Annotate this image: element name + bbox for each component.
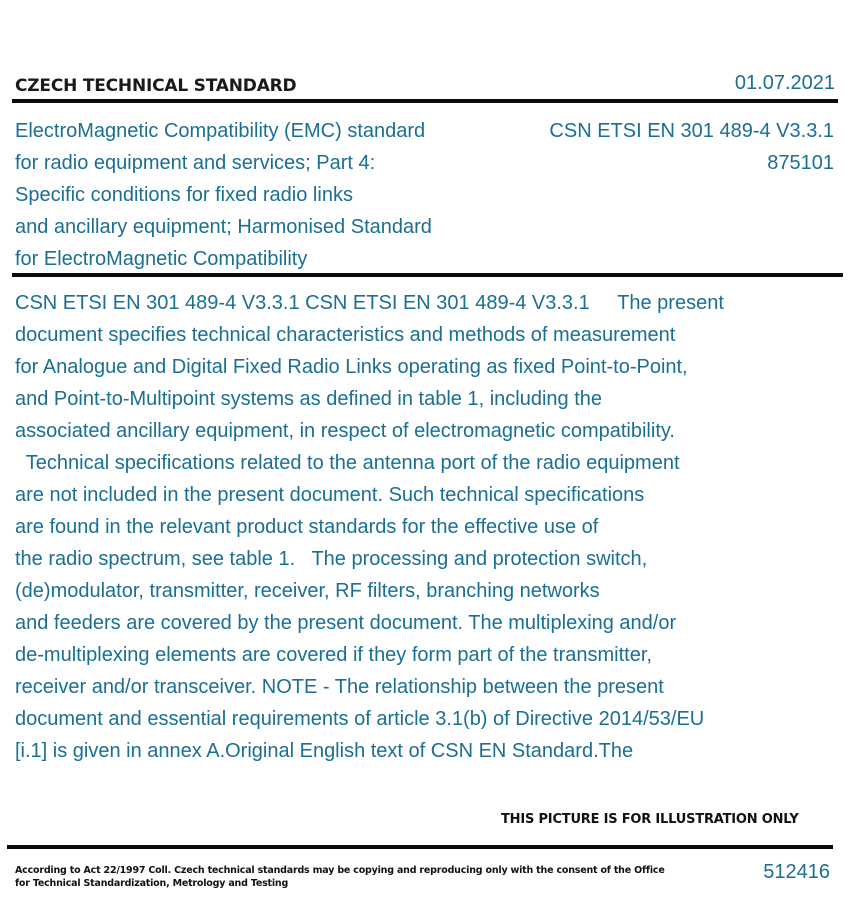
abstract-line: Technical specifications related to the antenna port of the radio equipment: [15, 452, 680, 474]
abstract-line: and feeders are covered by the present document. The multiplexing and/or: [15, 612, 677, 634]
abstract-text: [15, 287, 835, 767]
abstract-line: [i.1] is given in annex A.Original English text of CSN EN Standard.The: [15, 740, 634, 762]
standard-title-line: Specific conditions for fixed radio links: [15, 184, 353, 206]
abstract-line: (de)modulator, transmitter, receiver, RF filters, branching networks: [15, 580, 600, 602]
footer-divider: [7, 845, 833, 849]
illustration-disclaimer: THIS PICTURE IS FOR ILLUSTRATION ONLY: [501, 812, 799, 827]
standard-title-line: and ancillary equipment; Harmonised Standard: [15, 216, 432, 238]
abstract-line: document specifies technical characteristics and methods of measurement: [15, 324, 676, 346]
copyright-note-line: According to Act 22/1997 Coll. Czech technical standards may be copying and reproducing only with the consent of the Office: [15, 865, 665, 876]
abstract-line: for Analogue and Digital Fixed Radio Links operating as fixed Point-to-Point,: [15, 356, 688, 378]
standard-title-line: ElectroMagnetic Compatibility (EMC) standard: [15, 120, 426, 142]
abstract-line: the radio spectrum, see table 1. The processing and protection switch,: [15, 548, 648, 570]
publication-date: 01.07.2021: [734, 72, 835, 94]
standard-code: CSN ETSI EN 301 489-4 V3.3.1: [549, 120, 834, 142]
footer-number: 512416: [763, 861, 830, 883]
standard-title: [15, 115, 485, 275]
abstract-line: document and essential requirements of article 3.1(b) of Directive 2014/53/EU: [15, 708, 705, 730]
standard-identifier: [549, 115, 834, 179]
copyright-note: [15, 864, 665, 890]
abstract-line: and Point-to-Multipoint systems as defined in table 1, including the: [15, 388, 603, 410]
abstract-line: are found in the relevant product standards for the effective use of: [15, 516, 599, 538]
abstract-line: are not included in the present document. Such technical specifications: [15, 484, 645, 506]
abstract-line: de-multiplexing elements are covered if they form part of the transmitter,: [15, 644, 652, 666]
abstract-line: associated ancillary equipment, in respect of electromagnetic compatibility.: [15, 420, 675, 442]
header-divider: [12, 99, 838, 103]
abstract-line: receiver and/or transceiver. NOTE - The relationship between the present: [15, 676, 664, 698]
title-divider: [12, 273, 843, 277]
copyright-note-line: for Technical Standardization, Metrology and Testing: [15, 878, 289, 889]
standard-title-line: for radio equipment and services; Part 4:: [15, 152, 376, 174]
standard-catalog-number: 875101: [767, 152, 834, 174]
standard-type-heading: CZECH TECHNICAL STANDARD: [15, 76, 297, 96]
standard-title-line: for ElectroMagnetic Compatibility: [15, 248, 308, 270]
abstract-line: CSN ETSI EN 301 489-4 V3.3.1 CSN ETSI EN 301 489-4 V3.3.1 The present: [15, 292, 724, 314]
